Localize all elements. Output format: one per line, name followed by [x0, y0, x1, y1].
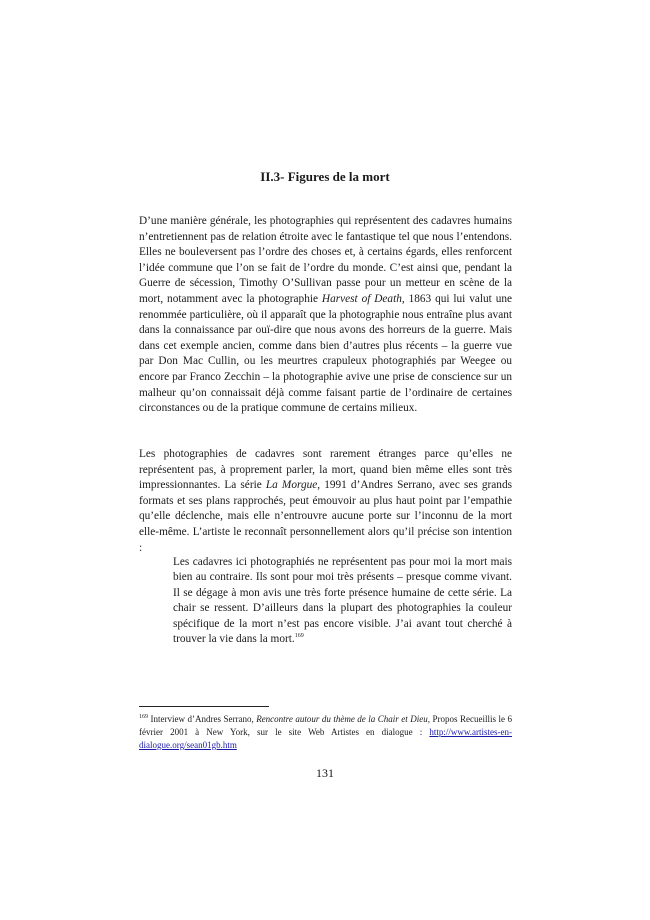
footnote-text-a: Interview d’Andres Serrano, [148, 714, 257, 724]
paragraph-1-italic-title: Harvest of Death, [321, 292, 405, 305]
footnote-italic-title: Rencontre autour du thème de la Chair et Dieu, [256, 714, 431, 724]
paragraph-1-text-b: 1863 qui lui valut une renommée particulière, où il apparaît que la photographie nous entraîne plus avant dans la connaissance par ouï-dire que nous avons des horreurs de la guerre. Mais dans cet exemple ancien, comme dans bien d’autres plus récents – la guerre vue par Don Mac Cullin, ou les meurtres crapuleux photographiés par Weegee ou encore par Franco Zecchin – la photographie avive une prise de conscience sur un malheur qu’on connaissait déjà comme faisant partie de l’ordinaire de certaines circonstances ou de la pratique commune de certains milieux. [139, 292, 513, 415]
footnote [139, 713, 512, 752]
block-quote-text: Les cadavres ici photographiés ne représentent pas pour moi la mort mais bien au contraire. Ils sont pour moi très présents – presque comme vivant. Il se dégage à mon avis une très forte présence humaine de cette série. La chair se ressent. D’ailleurs dans la plupart des photographies la couleur spécifique de la mort n’est pas encore visible. J’ai avant tout cherché à trouver la vie dans la mort. [173, 556, 512, 646]
section-title: II.3- Figures de la mort [260, 169, 390, 184]
footnote-text-b: Propos Recueillis le 6 février 2001 à New York, sur le site Web Artistes en dialogue : [139, 714, 512, 737]
paragraph-2-text-b: , 1991 d’Andres Serrano, avec ses grands formats et ses plans rapprochés, peut émouvoir au plus haut point par l’empathie qu’elle déclenche, mais elle n’entrouvre aucune porte sur l’inconnu de la mort elle-même. L’artiste le reconnaît personnellement alors qu’il précise son intention : [139, 479, 512, 554]
paragraph-1 [139, 214, 512, 417]
page-number: 131 [316, 766, 334, 780]
paragraph-2 [139, 447, 512, 556]
footnote-link[interactable]: http://www.artistes-en-dialogue.org/sean01gb.htm [139, 727, 512, 750]
footnote-number: 169 [139, 714, 148, 720]
paragraph-2-text-a: Les photographies de cadavres sont rarement étranges parce qu’elles ne représentent pas, à proprement parler, la mort, quand bien même elles sont très impressionnantes. La série [139, 448, 512, 492]
footnote-reference[interactable]: 169 [294, 633, 304, 640]
block-quote [173, 555, 512, 647]
paragraph-2-italic-title: La Morgue [265, 479, 318, 492]
paragraph-1-text-a: D’une manière générale, les photographies qui représentent des cadavres humains n’entretiennent pas de relation étroite avec le fantastique tel que nous l’entendons. Elles ne bouleversent pas l’ordre des choses et, à certains égards, elles renforcent l’idée commune que l’on se fait de l’ordre du monde. C’est ainsi que, pendant la Guerre de sécession, Timothy O’Sullivan passe pour un metteur en scène de la mort, notamment avec la photographie [139, 215, 512, 305]
footnote-separator [139, 706, 269, 707]
